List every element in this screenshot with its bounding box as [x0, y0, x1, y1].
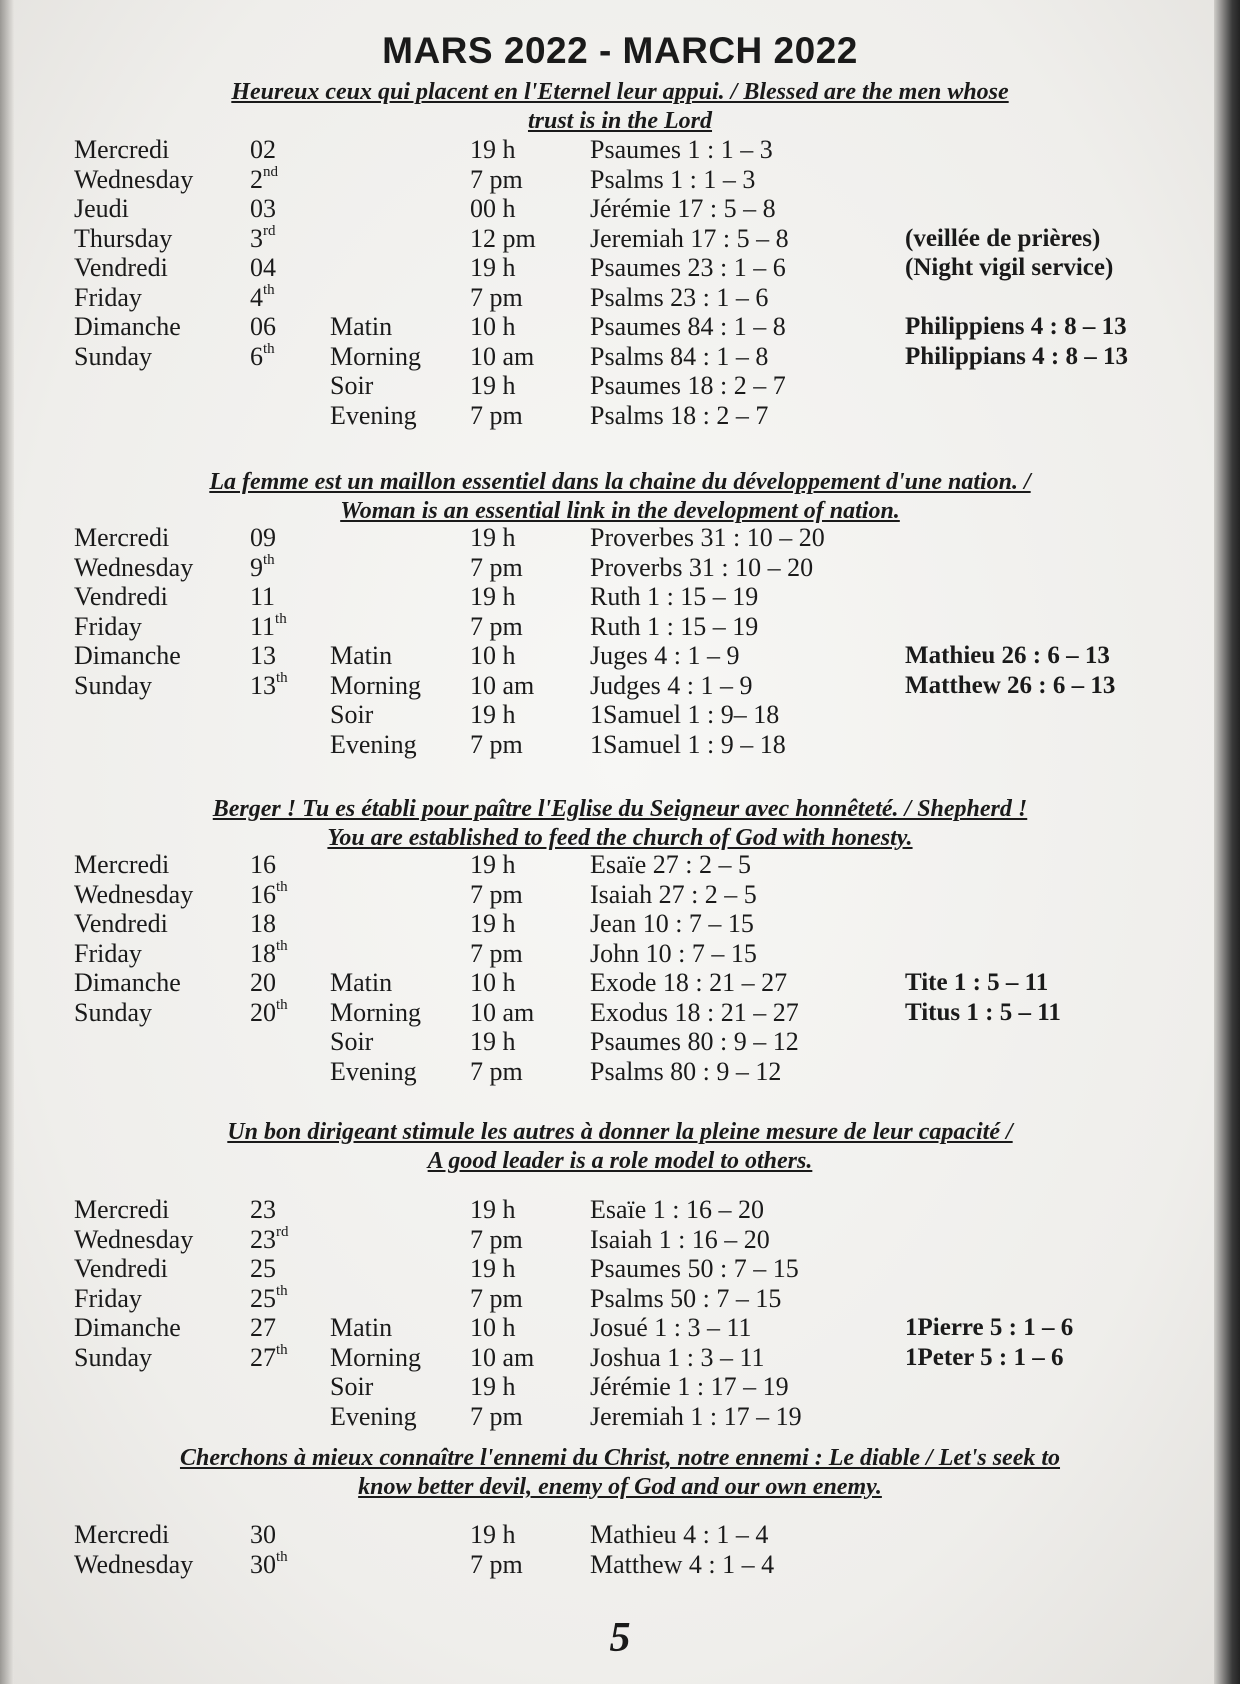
schedule-row: [0, 371, 1240, 401]
row-date-number: 11: [250, 611, 276, 641]
row-passage: Matthew 4 : 1 – 4: [590, 1549, 775, 1579]
row-passage: Esaïe 27 : 2 – 5: [590, 850, 752, 879]
row-passage: Psalms 50 : 7 – 15: [590, 1283, 782, 1313]
row-note: Mathieu 26 : 6 – 13: [905, 642, 1110, 669]
row-time: 19 h: [470, 371, 516, 400]
row-passage: Jean 10 : 7 – 15: [590, 909, 754, 938]
row-passage: Jeremiah 17 : 5 – 8: [590, 223, 789, 253]
row-time: 7 pm: [470, 282, 523, 312]
row-date-number: 06: [250, 312, 276, 341]
row-date-number: 02: [250, 135, 276, 164]
row-date-number: 3: [250, 223, 263, 253]
row-day: Wednesday: [74, 552, 194, 582]
row-day: Dimanche: [74, 968, 181, 997]
row-time: 7 pm: [470, 400, 523, 430]
section-theme: [60, 795, 1180, 853]
schedule-row: [0, 523, 1240, 553]
row-date: [250, 880, 288, 910]
row-date: [250, 939, 288, 969]
section-theme-line2: Woman is an essential link in the development of nation.: [340, 498, 900, 524]
row-passage: Exodus 18 : 21 – 27: [590, 997, 799, 1027]
row-day: Mercredi: [74, 135, 170, 164]
row-time: 7 pm: [470, 729, 523, 759]
schedule-row: [0, 1027, 1240, 1057]
row-time: 10 am: [470, 341, 535, 371]
row-passage: Juges 4 : 1 – 9: [590, 641, 740, 670]
row-period: Evening: [330, 400, 417, 430]
row-date: [250, 253, 276, 283]
row-note: Matthew 26 : 6 – 13: [905, 671, 1116, 699]
row-period: Matin: [330, 1313, 393, 1342]
row-date: [250, 312, 276, 342]
row-day: Jeudi: [74, 194, 129, 223]
row-date: [250, 523, 276, 553]
row-note: 1Pierre 5 : 1 – 6: [905, 1314, 1074, 1341]
row-period: Morning: [330, 997, 421, 1027]
row-date-number: 23: [250, 1224, 276, 1254]
schedule-row: [0, 312, 1240, 342]
row-day: Wednesday: [74, 879, 194, 909]
row-time: 19 h: [470, 1195, 516, 1224]
schedule-row: [0, 401, 1240, 431]
row-date: [250, 342, 275, 372]
row-passage: Proverbs 31 : 10 – 20: [590, 552, 814, 582]
section-theme-line1: La femme est un maillon essentiel dans la chaine du développement d'une nation. /: [209, 469, 1031, 495]
row-note: Titus 1 : 5 – 11: [905, 998, 1061, 1026]
row-passage: Psalms 80 : 9 – 12: [590, 1056, 782, 1086]
schedule-row: [0, 224, 1240, 254]
row-passage: Psalms 23 : 1 – 6: [590, 282, 769, 312]
row-date-number: 6: [250, 341, 263, 371]
row-date-suffix: th: [275, 610, 287, 627]
row-time: 7 pm: [470, 938, 523, 968]
row-time: 19 h: [470, 253, 516, 282]
row-time: 7 pm: [470, 611, 523, 641]
row-day: Vendredi: [74, 582, 168, 611]
row-time: 19 h: [470, 850, 516, 879]
row-date-suffix: th: [276, 1548, 288, 1565]
section-theme: [60, 78, 1180, 136]
row-day: Friday: [74, 1283, 142, 1313]
row-date-number: 04: [250, 253, 276, 282]
row-time: 7 pm: [470, 1549, 523, 1579]
row-time: 7 pm: [470, 164, 523, 194]
schedule-row: [0, 968, 1240, 998]
schedule-row: [0, 671, 1240, 701]
row-period: Morning: [330, 1342, 421, 1372]
row-time: 19 h: [470, 523, 516, 552]
row-date: [250, 612, 287, 642]
schedule-row: [0, 1402, 1240, 1432]
row-time: 10 am: [470, 1342, 535, 1372]
row-date: [250, 850, 276, 880]
schedule-row: [0, 1343, 1240, 1373]
row-date-suffix: th: [276, 937, 288, 954]
row-date-number: 20: [250, 968, 276, 997]
page-title: MARS 2022 - MARCH 2022: [382, 30, 858, 71]
row-date-number: 30: [250, 1549, 276, 1579]
row-date: [250, 1520, 276, 1550]
section-theme-line2: trust is in the Lord: [527, 108, 713, 134]
row-date-number: 16: [250, 850, 276, 879]
row-date: [250, 582, 275, 612]
row-date-suffix: th: [276, 1282, 288, 1299]
section-theme-line2: A good leader is a role model to others.: [427, 1148, 813, 1174]
row-date: [250, 968, 276, 998]
section-theme-line1: Berger ! Tu es établi pour paître l'Eglise du Seigneur avec honnêteté. / Shepherd !: [212, 796, 1028, 822]
section-theme-line1: Heureux ceux qui placent en l'Eternel leur appui. / Blessed are the men whose: [231, 79, 1009, 105]
row-date: [250, 998, 288, 1028]
row-note: Philippians 4 : 8 – 13: [905, 342, 1128, 370]
row-date: [250, 1550, 288, 1580]
row-date-number: 23: [250, 1195, 276, 1224]
row-date: [250, 671, 288, 701]
schedule-row: [0, 641, 1240, 671]
row-passage: Isaiah 27 : 2 – 5: [590, 879, 757, 909]
row-day: Sunday: [74, 1342, 152, 1372]
row-time: 19 h: [470, 1027, 516, 1056]
row-date-number: 18: [250, 909, 276, 938]
schedule-row: [0, 998, 1240, 1028]
row-period: Matin: [330, 641, 393, 670]
schedule-row: [0, 1550, 1240, 1580]
schedule-row: [0, 1372, 1240, 1402]
row-passage: Psalms 84 : 1 – 8: [590, 341, 769, 371]
schedule-row: [0, 1195, 1240, 1225]
section-theme: [60, 1444, 1180, 1502]
row-time: 19 h: [470, 909, 516, 938]
row-period: Matin: [330, 312, 393, 341]
row-passage: Psaumes 1 : 1 – 3: [590, 135, 773, 164]
row-day: Friday: [74, 282, 142, 312]
row-passage: Psaumes 18 : 2 – 7: [590, 371, 786, 400]
row-date-suffix: nd: [263, 163, 278, 180]
section-theme-line2: know better devil, enemy of God and our own enemy.: [358, 1474, 882, 1500]
row-date-number: 13: [250, 641, 276, 670]
row-note: Philippiens 4 : 8 – 13: [905, 313, 1127, 340]
row-date-number: 13: [250, 670, 276, 700]
schedule-row: [0, 1057, 1240, 1087]
row-period: Evening: [330, 1401, 417, 1431]
row-passage: Psaumes 50 : 7 – 15: [590, 1254, 799, 1283]
row-time: 7 pm: [470, 1283, 523, 1313]
row-date-number: 11: [250, 582, 276, 611]
row-day: Dimanche: [74, 1313, 181, 1342]
schedule-row: [0, 582, 1240, 612]
schedule-row: [0, 1284, 1240, 1314]
row-time: 7 pm: [470, 1056, 523, 1086]
section-theme-line1: Cherchons à mieux connaître l'ennemi du Christ, notre ennemi : Le diable / Let's seek to: [179, 1445, 1061, 1471]
row-date-number: 9: [250, 552, 263, 582]
row-date: [250, 641, 276, 671]
row-day: Vendredi: [74, 909, 168, 938]
row-date-number: 2: [250, 164, 263, 194]
row-period: Soir: [330, 371, 374, 400]
row-date: [250, 909, 276, 939]
schedule-row: [0, 730, 1240, 760]
schedule-row: [0, 1313, 1240, 1343]
row-date: [250, 1195, 276, 1225]
row-date-suffix: th: [263, 281, 275, 298]
row-date-suffix: th: [276, 996, 288, 1013]
row-time: 19 h: [470, 1254, 516, 1283]
row-day: Thursday: [74, 223, 173, 253]
row-time: 7 pm: [470, 1224, 523, 1254]
section-theme-line2: You are established to feed the church of God with honesty.: [327, 825, 913, 851]
row-day: Mercredi: [74, 850, 170, 879]
schedule-row: [0, 194, 1240, 224]
schedule-row: [0, 612, 1240, 642]
row-date-number: 18: [250, 938, 276, 968]
row-day: Mercredi: [74, 523, 170, 552]
schedule-row: [0, 165, 1240, 195]
row-passage: Exode 18 : 21 – 27: [590, 968, 788, 997]
row-day: Sunday: [74, 670, 152, 700]
row-passage: Psaumes 80 : 9 – 12: [590, 1027, 799, 1056]
row-date-number: 20: [250, 997, 276, 1027]
row-time: 10 h: [470, 641, 516, 670]
row-passage: Psaumes 23 : 1 – 6: [590, 253, 786, 282]
row-note: (Night vigil service): [905, 254, 1114, 281]
row-date: [250, 553, 275, 583]
row-time: 19 h: [470, 135, 516, 164]
row-passage: Ruth 1 : 15 – 19: [590, 582, 759, 611]
row-day: Wednesday: [74, 164, 194, 194]
row-date: [250, 1343, 288, 1373]
row-date-number: 16: [250, 879, 276, 909]
row-date: [250, 135, 276, 165]
row-period: Matin: [330, 968, 393, 997]
row-time: 00 h: [470, 194, 516, 223]
row-passage: Joshua 1 : 3 – 11: [590, 1342, 765, 1372]
row-period: Evening: [330, 1056, 417, 1086]
row-period: Soir: [330, 1372, 374, 1401]
row-date-suffix: th: [276, 1341, 288, 1358]
row-period: Evening: [330, 729, 417, 759]
row-passage: Ruth 1 : 15 – 19: [590, 611, 759, 641]
row-date-number: 03: [250, 194, 276, 223]
row-passage: Psalms 1 : 1 – 3: [590, 164, 756, 194]
section-theme-line1: Un bon dirigeant stimule les autres à donner la pleine mesure de leur capacité /: [227, 1119, 1013, 1145]
row-date: [250, 283, 275, 313]
row-date: [250, 224, 276, 254]
row-day: Sunday: [74, 341, 152, 371]
row-date-number: 09: [250, 523, 276, 552]
row-date: [250, 1225, 289, 1255]
schedule-row: [0, 939, 1240, 969]
row-note: Tite 1 : 5 – 11: [905, 969, 1049, 996]
row-date: [250, 1254, 276, 1284]
row-passage: John 10 : 7 – 15: [590, 938, 757, 968]
row-passage: Jérémie 17 : 5 – 8: [590, 194, 776, 223]
row-passage: Isaiah 1 : 16 – 20: [590, 1224, 770, 1254]
row-date-suffix: th: [276, 878, 288, 895]
row-time: 12 pm: [470, 223, 536, 253]
row-day: Wednesday: [74, 1224, 194, 1254]
row-date-suffix: th: [263, 340, 275, 357]
row-time: 7 pm: [470, 1401, 523, 1431]
row-date-number: 27: [250, 1313, 276, 1342]
row-period: Morning: [330, 341, 421, 371]
row-time: 10 h: [470, 968, 516, 997]
row-passage: Esaïe 1 : 16 – 20: [590, 1195, 765, 1224]
row-passage: Josué 1 : 3 – 11: [590, 1313, 752, 1342]
row-day: Mercredi: [74, 1195, 170, 1224]
section-theme: [60, 468, 1180, 526]
schedule-row: [0, 283, 1240, 313]
row-date: [250, 194, 276, 224]
row-time: 7 pm: [470, 552, 523, 582]
page-number: 5: [609, 1615, 631, 1661]
row-day: Wednesday: [74, 1549, 194, 1579]
row-day: Sunday: [74, 997, 152, 1027]
row-time: 7 pm: [470, 879, 523, 909]
schedule-row: [0, 850, 1240, 880]
row-date-suffix: th: [263, 551, 275, 568]
row-day: Dimanche: [74, 641, 181, 670]
schedule-row: [0, 1254, 1240, 1284]
row-day: Dimanche: [74, 312, 181, 341]
row-date-number: 25: [250, 1283, 276, 1313]
schedule-row: [0, 1520, 1240, 1550]
row-date-number: 30: [250, 1520, 276, 1549]
row-passage: 1Samuel 1 : 9– 18: [590, 700, 780, 729]
row-day: Vendredi: [74, 1254, 168, 1283]
row-note: 1Peter 5 : 1 – 6: [905, 1343, 1064, 1371]
row-passage: Proverbes 31 : 10 – 20: [590, 523, 825, 552]
row-passage: Psaumes 84 : 1 – 8: [590, 312, 786, 341]
row-date-suffix: rd: [276, 1223, 289, 1240]
row-date: [250, 165, 278, 195]
row-date-suffix: th: [276, 669, 288, 686]
row-time: 19 h: [470, 700, 516, 729]
row-day: Friday: [74, 938, 142, 968]
row-time: 19 h: [470, 1520, 516, 1549]
row-day: Friday: [74, 611, 142, 641]
row-passage: Jérémie 1 : 17 – 19: [590, 1372, 789, 1401]
row-time: 10 h: [470, 1313, 516, 1342]
row-time: 10 h: [470, 312, 516, 341]
row-period: Morning: [330, 670, 421, 700]
row-day: Vendredi: [74, 253, 168, 282]
section-theme: [60, 1118, 1180, 1176]
row-day: Mercredi: [74, 1520, 170, 1549]
row-period: Soir: [330, 1027, 374, 1056]
row-time: 10 am: [470, 997, 535, 1027]
row-passage: Psalms 18 : 2 – 7: [590, 400, 769, 430]
row-period: Soir: [330, 700, 374, 729]
row-date: [250, 1313, 276, 1343]
row-passage: 1Samuel 1 : 9 – 18: [590, 729, 786, 759]
row-date-number: 25: [250, 1254, 276, 1283]
row-date-suffix: rd: [263, 222, 276, 239]
schedule-row: [0, 342, 1240, 372]
row-note: (veillée de prières): [905, 224, 1101, 252]
schedule-row: [0, 1225, 1240, 1255]
row-time: 10 am: [470, 670, 535, 700]
schedule-row: [0, 700, 1240, 730]
schedule-row: [0, 553, 1240, 583]
row-date-number: 4: [250, 282, 263, 312]
schedule-row: [0, 909, 1240, 939]
row-time: 19 h: [470, 1372, 516, 1401]
row-passage: Judges 4 : 1 – 9: [590, 670, 753, 700]
row-passage: Mathieu 4 : 1 – 4: [590, 1520, 769, 1549]
row-passage: Jeremiah 1 : 17 – 19: [590, 1401, 802, 1431]
schedule-row: [0, 253, 1240, 283]
schedule-row: [0, 135, 1240, 165]
row-time: 19 h: [470, 582, 516, 611]
schedule-row: [0, 880, 1240, 910]
row-date-number: 27: [250, 1342, 276, 1372]
row-date: [250, 1284, 288, 1314]
